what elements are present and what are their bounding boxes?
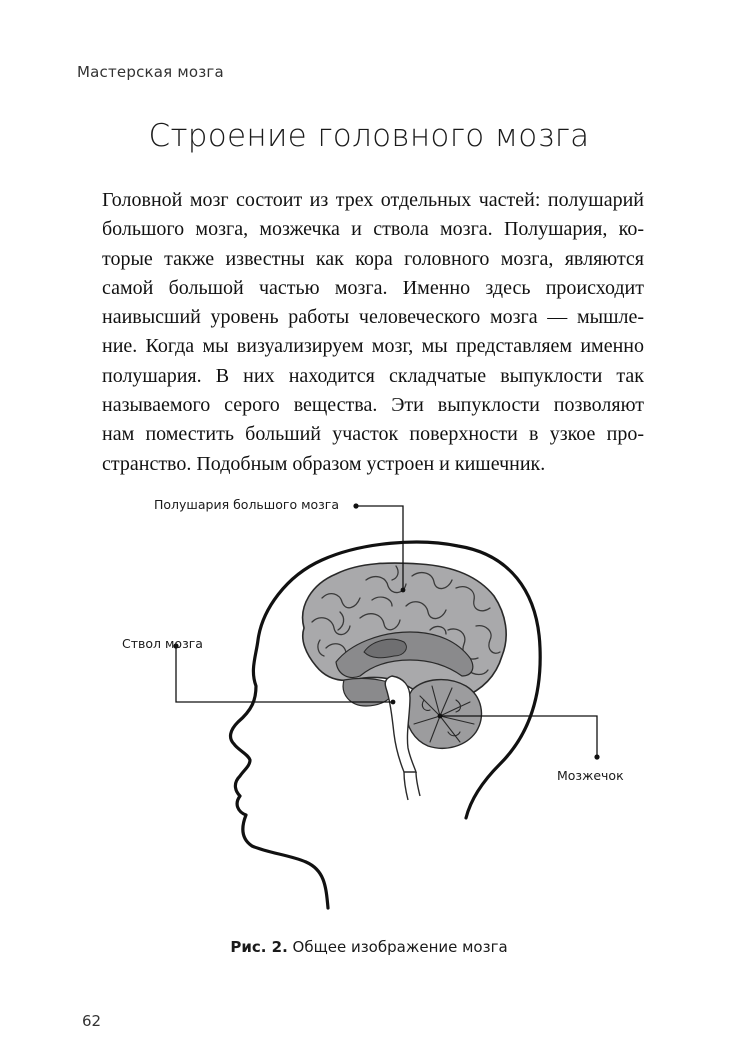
body-line: самой большой частью мозга. Именно здесь происходит [102,276,644,299]
chapter-title: Строение головного мозга [148,118,590,154]
figure-caption [0,938,738,956]
caption-prefix: Рис. 2. [230,938,288,956]
body-line: нам поместить больший участок поверхности в узкое про- [102,423,644,446]
page-number: 62 [82,1012,102,1030]
head-brain-illustration [0,480,738,920]
body-line: большого мозга, мозжечка и ствола мозга. Полушария, ко- [102,218,644,241]
label-cerebellum: Мозжечок [557,768,624,783]
body-line: торые также известны как кора головного мозга, являются [102,247,644,270]
running-head: Мастерская мозга [77,63,224,81]
brain-figure [0,480,738,920]
body-line: полушария. В них находится складчатые выпуклости так [102,364,644,387]
caption-text: Общее изображение мозга [287,938,508,956]
body-line: Головной мозг состоит из трех отдельных частей: полушарий [102,189,644,211]
label-brainstem: Ствол мозга [122,636,203,651]
label-hemispheres: Полушария большого мозга [154,497,340,512]
cerebrum-hemisphere [303,563,507,699]
body-paragraph [102,186,644,479]
spinal-cord [404,772,420,800]
body-line: называемого серого вещества. Эти выпуклости позволяют [102,394,644,417]
body-line: странство. Подобным образом устроен и кишечник. [102,452,546,475]
body-line: ние. Когда мы визуализируем мозг, мы представляем именно [102,335,644,358]
body-line: наивысший уровень работы человеческого мозга — мышле- [102,306,644,329]
